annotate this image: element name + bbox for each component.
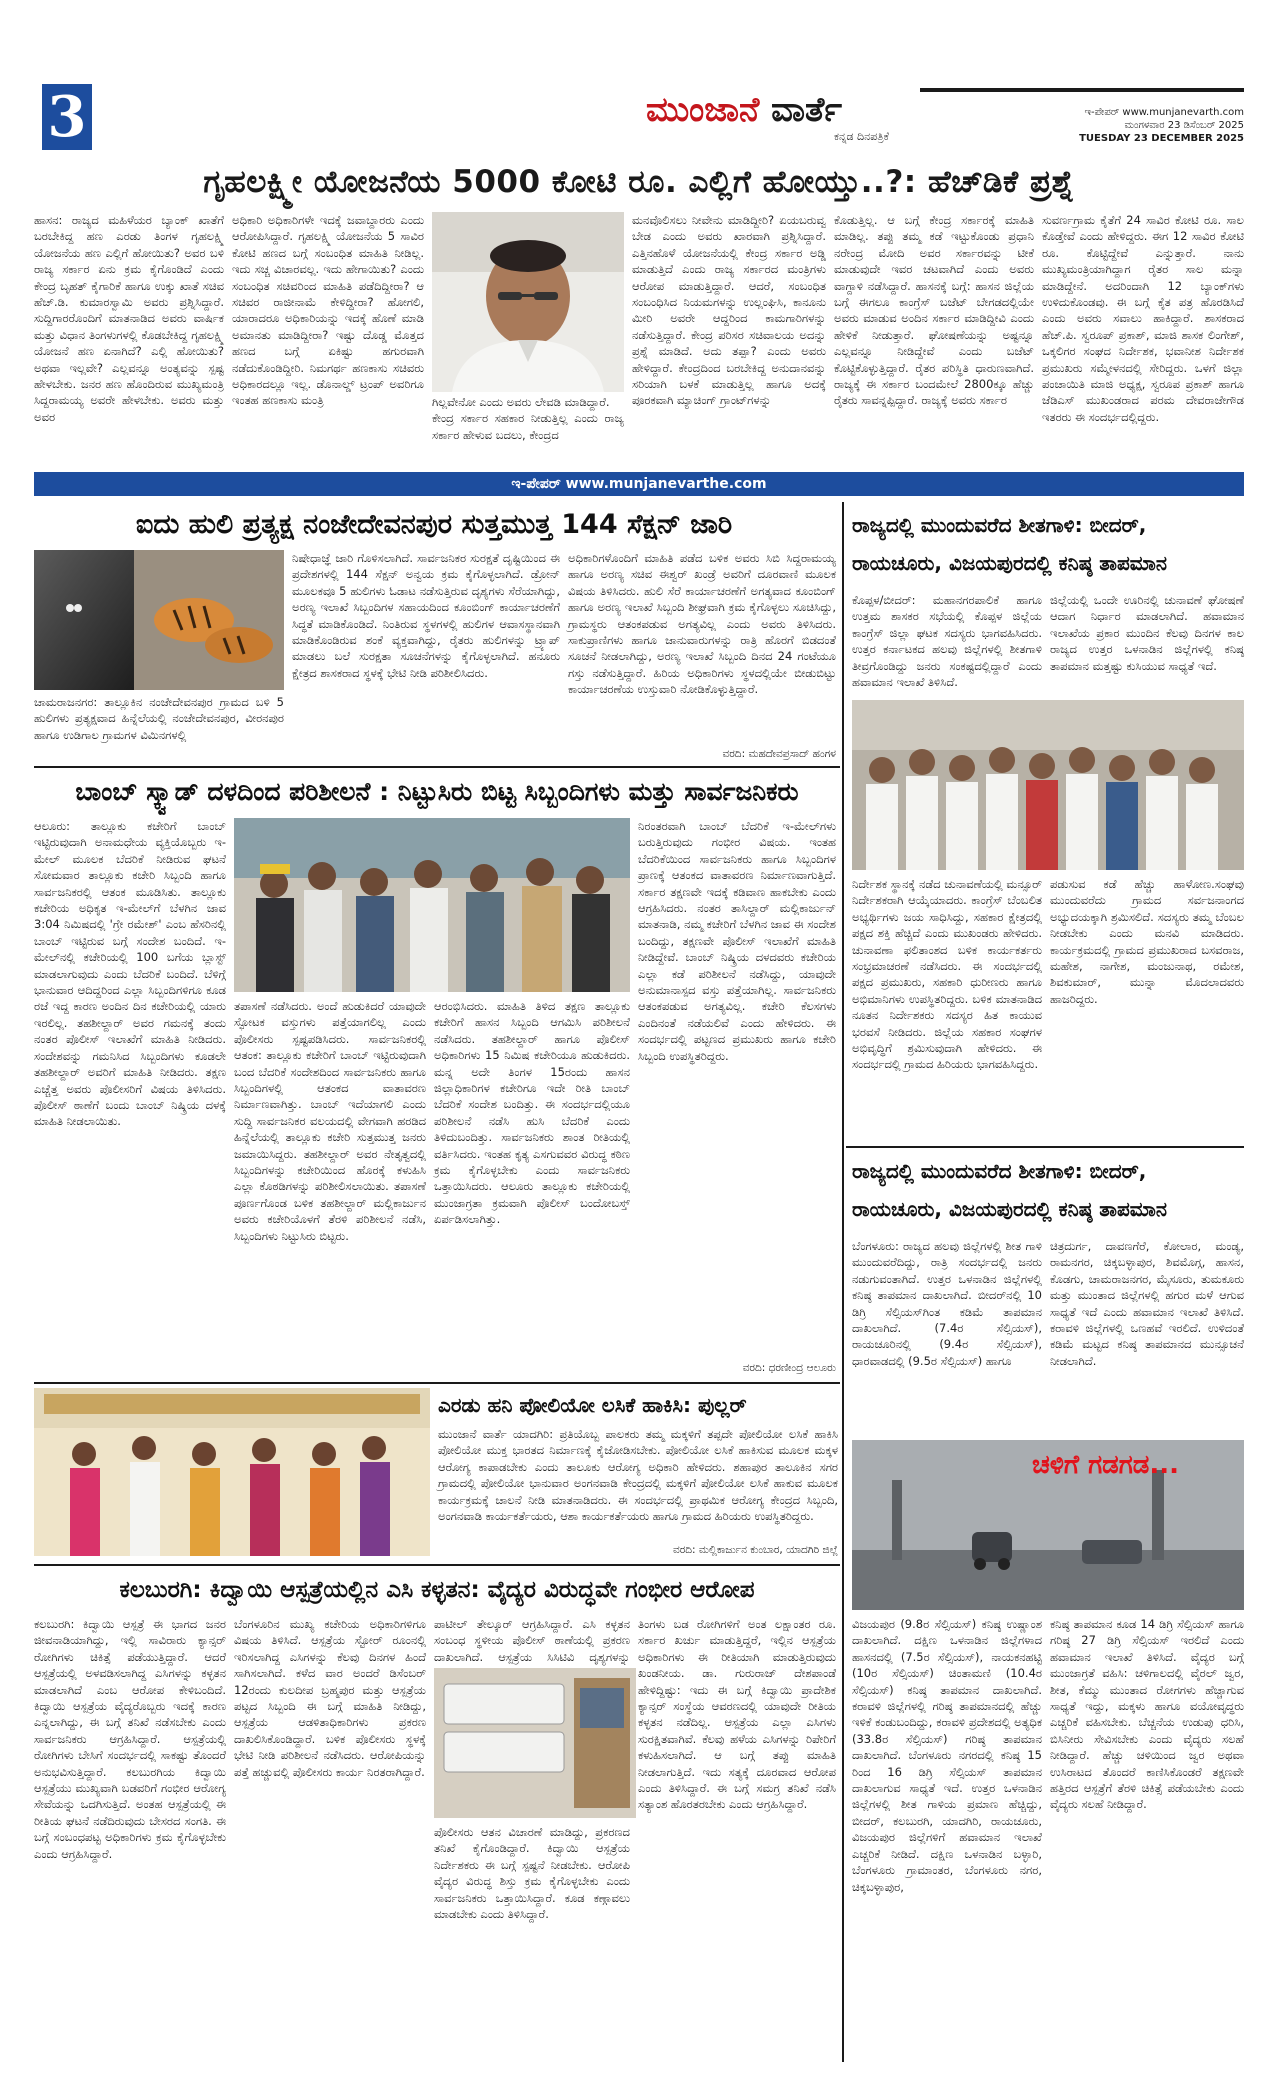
brand-name-part1: ಮುಂಜಾನೆ — [646, 90, 760, 130]
bomb-col-1: ಆಲೂರು: ತಾಲ್ಲೂಕು ಕಚೇರಿಗೆ ಬಾಂಬ್ ಇಟ್ಟಿರುವುದಾಗಿ ಅನಾಮಧೇಯ ವ್ಯಕ್ತಿಯೊಬ್ಬರು ಇ-ಮೇಲ್ ಮೂಲಕ ಬೆದರಿಕೆ ನೀಡಿರುವ ಘಟನೆ ಸೋಮವಾರ ತಾಲ್ಲೂಕು ಕಚೇರಿ ಸಿಬ್ಬಂದಿ ಹಾಗೂ ಸಾರ್ವಜನಿಕರಲ್ಲಿ ಆತಂಕ ಮೂಡಿಸಿತು. ತಾಲ್ಲೂಕು ಕಚೇರಿಯ ಅಧಿಕೃತ ಇ-ಮೇಲ್‌ಗೆ ಬೆಳಗಿನ ಜಾವ 3:04 ನಿಮಿಷದಲ್ಲಿ 'ಗ್ರೇ ರಮೇಶ್' ಎಂಬ ಹೆಸರಿನಲ್ಲಿ ಬಾಂಬ್ ಇಟ್ಟಿರುವ ಬಗ್ಗೆ ಸಂದೇಶ ಬಂದಿದೆ. ಇ-ಮೇಲ್‌ನಲ್ಲಿ ಕಚೇರಿಯಲ್ಲಿ 100 ಬಗೆಯ ಬ್ಲಾಸ್ಟ್ ಮಾಡಲಾಗುವುದು ಎಂದು ಬೆದರಿಕೆ ಬಂದಿದೆ. ಬೆಳಿಗ್ಗೆ ಭಾನುವಾರ ಆದಿದ್ದರಿಂದ ಎಲ್ಲಾ ಸಿಬ್ಬಂದಿಗಳಿಗೂ ಕೂಡ ರಜೆ ಇದ್ದ ಕಾರಣ ಅಂದಿನ ದಿನ ಕಚೇರಿಯಲ್ಲಿ ಯಾರು ಇರಲಿಲ್ಲ. ತಹಶೀಲ್ದಾರ್ ಅವರ ಗಮನಕ್ಕೆ ತಂದು ನಂತರ ಪೊಲೀಸ್ ಇಲಾಖೆಗೆ ಮಾಹಿತಿ ನೀಡಿದರು. ಸಂದೇಶವನ್ನು ಗಮನಿಸಿದ ಸಿಬ್ಬಂದಿಗಳು ಕೂಡಲೇ ತಹಶೀಲ್ದಾರ್ ಅವರಿಗೆ ಮಾಹಿತಿ ನೀಡಿದರು. ತಕ್ಷಣ ಎಚ್ಚೆತ್ತ ಅವರು ಪೊಲೀಸರಿಗೆ ವಿಷಯ ತಿಳಿಸಿದರು. ಪೊಲೀಸ್ ಠಾಣೆಗೆ ಬಂದು ಬಾಂಬ್ ನಿಷ್ಕ್ರಿಯ ದಳಕ್ಕೆ ಮಾಹಿತಿ ನೀಡಲಾಯಿತು. — [34, 819, 226, 1129]
cold2-photo — [852, 1440, 1244, 1610]
tiger-col-2: ಅಧಿಕಾರಿಗಳೊಂದಿಗೆ ಮಾಹಿತಿ ಪಡೆದ ಬಳಿಕ ಅವರು ಸಿಬಿ ಸಿದ್ದರಾಮಯ್ಯ ಹಾಗೂ ಅರಣ್ಯ ಸಚಿವ ಈಶ್ವರ್ ಖಂಡ್ರೆ ಅವರಿಗೆ ದೂರವಾಣಿ ಮೂಲಕ ವಿಷಯ ತಿಳಿಸಿದರು. ಹುಲಿ ಸೆರೆ ಕಾರ್ಯಾಚರಣೆಗೆ ಅಗತ್ಯವಾದ ಕೂಂಬಿಂಗ್ ಹಾಗೂ ಅರಣ್ಯ ಇಲಾಖೆ ಸಿಬ್ಬಂದಿ ಶೀಘ್ರವಾಗಿ ಕ್ರಮ ಕೈಗೊಳ್ಳಲು ಸೂಚಿಸಿದ್ದು, ಗ್ರಾಮಸ್ಥರು ಆತಂಕಪಡುವ ಅಗತ್ಯವಿಲ್ಲ ಎಂದು ಅವರು ತಿಳಿಸಿದರು. ಸಾಕುಪ್ರಾಣಿಗಳು ಹಾಗೂ ಜಾನುವಾರುಗಳನ್ನು ರಾತ್ರಿ ಹೊರಗೆ ಬಿಡದಂತೆ ಸೂಚನೆ ನೀಡಲಾಗಿದ್ದು, ಅರಣ್ಯ ಇಲಾಖೆ ಸಿಬ್ಬಂದಿ ದಿನದ 24 ಗಂಟೆಯೂ ಗಸ್ತು ನಡೆಸುತ್ತಿದ್ದಾರೆ. ಹಿರಿಯ ಅಧಿಕಾರಿಗಳು ಸ್ಥಳದಲ್ಲಿಯೇ ಬೀಡುಬಿಟ್ಟು ಕಾರ್ಯಾಚರಣೆಯ ಉಸ್ತುವಾರಿ ನೋಡಿಕೊಳ್ಳುತ್ತಿದ್ದಾರೆ. — [568, 551, 836, 697]
masthead-url: ಇ-ಪೇಪರ್ www.munjanevarth.com — [1084, 107, 1244, 118]
kalaburagi-col-2: ಬೆಂಗಳೂರಿನ ಮುಖ್ಯ ಕಚೇರಿಯ ಅಧಿಕಾರಿಗಳಿಗೂ ವಿಷಯ ತಿಳಿಸಿದೆ. ಆಸ್ಪತ್ರೆಯ ಸ್ಟೋರ್ ರೂಂನಲ್ಲಿ ಇರಿಸಲಾಗಿದ್ದ ಎಸಿಗಳನ್ನು ಕೆಲವು ದಿನಗಳ ಹಿಂದೆ ಸಾಗಿಸಲಾಗಿದೆ. ಕಳೆದ ವಾರ ಅಂದರೆ ಡಿಸೆಂಬರ್ 12ರಂದು ಕುಲದೀಪ ಬ್ರಹ್ಮಪುರ ಮತ್ತು ಆಸ್ಪತ್ರೆಯ ಪಟ್ಟದ ಸಿಬ್ಬಂದಿ ಈ ಬಗ್ಗೆ ಮಾಹಿತಿ ನೀಡಿದ್ದು, ಆಸ್ಪತ್ರೆಯ ಆಡಳಿತಾಧಿಕಾರಿಗಳು ಪ್ರಕರಣ ದಾಖಲಿಸಿಕೊಂಡಿದ್ದಾರೆ. ಬಳಿಕ ಪೊಲೀಸರು ಸ್ಥಳಕ್ಕೆ ಭೇಟಿ ನೀಡಿ ಪರಿಶೀಲನೆ ನಡೆಸಿದರು. ಆರೋಪಿಯನ್ನು ಪತ್ತೆ ಹಚ್ಚುವಲ್ಲಿ ಪೊಲೀಸರು ಕಾರ್ಯ ನಿರತರಾಗಿದ್ದಾರೆ. — [234, 1617, 426, 1779]
kalaburagi-col-3: ಪಾಟೀಲ್ ತೇಲ್ಕೂರ್ ಆಗ್ರಹಿಸಿದ್ದಾರೆ. ಎಸಿ ಕಳ್ಳತನ ಸಂಬಂಧ ಸ್ಥಳೀಯ ಪೊಲೀಸ್ ಠಾಣೆಯಲ್ಲಿ ಪ್ರಕರಣ ದಾಖಲಾಗಿದೆ. ಆಸ್ಪತ್ರೆಯ ಸಿಸಿಟಿವಿ ದೃಶ್ಯಗಳನ್ನು — [434, 1617, 630, 1664]
bomb-col-2: ತಪಾಸಣೆ ನಡೆಸಿದರು. ಅಂದೆ ಹುಡುಕಿದರೆ ಯಾವುದೇ ಸ್ಫೋಟಕ ವಸ್ತುಗಳು ಪತ್ತೆಯಾಗಲಿಲ್ಲ ಎಂದು ಪೊಲೀಸರು ಸ್ಪಷ್ಟಪಡಿಸಿದರು. ಸಾರ್ವಜನಿಕರಲ್ಲಿ ಆತಂಕ: ತಾಲ್ಲೂಕು ಕಚೇರಿಗೆ ಬಾಂಬ್ ಇಟ್ಟಿರುವುದಾಗಿ ಬಂದ ಬೆದರಿಕೆ ಸಂದೇಶದಿಂದ ಸಾರ್ವಜನಿಕರು ಹಾಗೂ ಸಿಬ್ಬಂದಿಗಳಲ್ಲಿ ಆತಂಕದ ವಾತಾವರಣ ನಿರ್ಮಾಣವಾಗಿತ್ತು. ಬಾಂಬ್ ಇದೆಯಾಗಲಿ ಎಂದು ಸುದ್ದಿ ಸಾರ್ವಜನಿಕರ ವಲಯದಲ್ಲಿ ವೇಗವಾಗಿ ಹರಡಿದ ಹಿನ್ನೆಲೆಯಲ್ಲಿ ತಾಲ್ಲೂಕು ಕಚೇರಿ ಸುತ್ತಮುತ್ತ ಜನರು ಜಮಾಯಿಸಿದ್ದರು. ತಹಶೀಲ್ದಾರ್ ಅವರ ನೇತೃತ್ವದಲ್ಲಿ ಸಿಬ್ಬಂದಿಗಳನ್ನು ಕಚೇರಿಯಿಂದ ಹೊರಕ್ಕೆ ಕಳುಹಿಸಿ ಎಲ್ಲಾ ಕೊಠಡಿಗಳನ್ನು ಪರಿಶೀಲಿಸಲಾಯಿತು. ತಪಾಸಣೆ ಪೂರ್ಣಗೊಂಡ ಬಳಿಕ ತಹಶೀಲ್ದಾರ್ ಮಲ್ಲಿಕಾರ್ಜುನ ಅವರು ಕಚೇರಿಯೊಳಗೆ ತೆರಳಿ ಪರಿಶೀಲನೆ ನಡೆಸಿ, ಸಿಬ್ಬಂದಿಗಳು ನಿಟ್ಟುಸಿರು ಬಿಟ್ಟರು. — [234, 999, 426, 1243]
cold1-col-2: ಜಿಲ್ಲೆಯಲ್ಲಿ ಒಂದೇ ಊರಿನಲ್ಲಿ ಚುನಾವಣೆ ಘೋಷಣೆ ಆದಾಗ ನಿರ್ಧಾರ ಮಾಡಲಾಗಿದೆ. ಹವಾಮಾನ ಇಲಾಖೆಯ ಪ್ರಕಾರ ಮುಂದಿನ ಕೆಲವು ದಿನಗಳ ಕಾಲ ರಾಜ್ಯದ ಉತ್ತರ ಒಳನಾಡಿನ ಜಿಲ್ಲೆಗಳಲ್ಲಿ ಕನಿಷ್ಠ ತಾಪಮಾನ ಮತ್ತಷ್ಟು ಕುಸಿಯುವ ಸಾಧ್ಯತೆ ಇದೆ. — [1050, 593, 1244, 673]
bomb-photo — [234, 818, 630, 992]
cold1-col-4: ಪಡುಸುವ ಕಡೆ ಹೆಚ್ಚು ಹಾಳೋಣ.ಸಂಘವು ಮುಂದುವರೆದು ಗ್ರಾಮದ ಸರ್ವಜನಾಂಗದ ಅಭ್ಯುದಯಕ್ಕಾಗಿ ಶ್ರಮಿಸಲಿದೆ. ಸದಸ್ಯರು ತಮ್ಮ ಬೆಂಬಲ ನೀಡಬೇಕು ಎಂದು ಮನವಿ ಮಾಡಿದರು. ಕಾರ್ಯಕ್ರಮದಲ್ಲಿ ಗ್ರಾಮದ ಪ್ರಮುಖರಾದ ಬಸವರಾಜ, ಮಹೇಶ, ನಾಗೇಶ, ಮಂಜುನಾಥ, ರಮೇಶ, ಶಿವಕುಮಾರ್, ಮುನ್ನಾ ಮೊದಲಾದವರು ಹಾಜರಿದ್ದರು. — [1050, 877, 1244, 1006]
tiger-headline: ಐದು ಹುಲಿ ಪ್ರತ್ಯಕ್ಷ ನಂಜೇದೇವನಪುರ ಸುತ್ತಮುತ್ತ 144 ಸೆಕ್ಷನ್ ಜಾರಿ — [135, 509, 733, 540]
cold2-col-1: ಬೆಂಗಳೂರು: ರಾಜ್ಯದ ಹಲವು ಜಿಲ್ಲೆಗಳಲ್ಲಿ ಶೀತ ಗಾಳಿ ಮುಂದುವರೆದಿದ್ದು, ರಾತ್ರಿ ಸಂದರ್ಭದಲ್ಲಿ ಜನರು ನಡುಗುವಂತಾಗಿದೆ. ಉತ್ತರ ಒಳನಾಡಿನ ಜಿಲ್ಲೆಗಳಲ್ಲಿ ಕನಿಷ್ಠ ತಾಪಮಾನ ದಾಖಲಾಗಿದೆ. ಬೀದರ್‌ನಲ್ಲಿ 10 ಡಿಗ್ರಿ ಸೆಲ್ಸಿಯಸ್‌ಗಿಂತ ಕಡಿಮೆ ತಾಪಮಾನ ದಾಖಲಾಗಿದೆ. (7.4ರ ಸೆಲ್ಸಿಯಸ್), ರಾಯಚೂರಿನಲ್ಲಿ (9.4ರ ಸೆಲ್ಸಿಯಸ್), ಧಾರವಾಡದಲ್ಲಿ (9.5ರ ಸೆಲ್ಸಿಯಸ್) ಹಾಗೂ — [852, 1239, 1042, 1368]
tiger-photo-image — [34, 550, 284, 690]
cold1-headline-line1: ರಾಜ್ಯದಲ್ಲಿ ಮುಂದುವರೆದ ಶೀತಗಾಳಿ: ಬೀದರ್, — [852, 513, 1147, 537]
polio-photo — [34, 1388, 430, 1556]
cold1-col-3: ನಿರ್ದೇಶಕ ಸ್ಥಾನಕ್ಕೆ ನಡೆದ ಚುನಾವಣೆಯಲ್ಲಿ ಮನ್ಸೂರ್ ನಿರ್ದೇಶಕರಾಗಿ ಆಯ್ಕೆಯಾದರು. ಕಾಂಗ್ರೆಸ್ ಬೆಂಬಲಿತ ಅಭ್ಯರ್ಥಿಗಳು ಜಯ ಸಾಧಿಸಿದ್ದು, ಸಹಕಾರ ಕ್ಷೇತ್ರದಲ್ಲಿ ಪಕ್ಷದ ಶಕ್ತಿ ಹೆಚ್ಚಿದೆ ಎಂದು ಮುಖಂಡರು ಹೇಳಿದರು. ಚುನಾವಣಾ ಫಲಿತಾಂಶದ ಬಳಿಕ ಕಾರ್ಯಕರ್ತರು ಸಂಭ್ರಮಾಚರಣೆ ನಡೆಸಿದರು. ಈ ಸಂದರ್ಭದಲ್ಲಿ ಪಕ್ಷದ ಪ್ರಮುಖರು, ಸಹಕಾರಿ ಧುರೀಣರು ಹಾಗೂ ಅಭಿಮಾನಿಗಳು ಉಪಸ್ಥಿತರಿದ್ದರು. ಬಳಿಕ ಮಾತನಾಡಿದ ನೂತನ ನಿರ್ದೇಶಕರು ಸದಸ್ಯರ ಹಿತ ಕಾಯುವ ಭರವಸೆ ನೀಡಿದರು. ಜಿಲ್ಲೆಯ ಸಹಕಾರ ಸಂಘಗಳ ಅಭಿವೃದ್ಧಿಗೆ ಶ್ರಮಿಸುವುದಾಗಿ ಹೇಳಿದರು. ಈ ಸಂದರ್ಭದಲ್ಲಿ ಗ್ರಾಮದ ಹಿರಿಯರು ಭಾಗವಹಿಸಿದ್ದರು. — [852, 877, 1042, 1072]
kalaburagi-headline: ಕಲಬುರಗಿ: ಕಿದ್ವಾಯಿ ಆಸ್ಪತ್ರೆಯಲ್ಲಿನ ಎಸಿ ಕಳ್ಳತನ: ವೈದ್ಯರ ವಿರುದ್ಧವೇ ಗಂಭೀರ ಆರೋಪ — [119, 1577, 755, 1603]
tiger-caption: ಚಾಮರಾಜನಗರ: ತಾಲ್ಲೂಕಿನ ನಂಜೇದೇವನಪುರ ಗ್ರಾಮದ ಬಳಿ 5 ಹುಲಿಗಳು ಪ್ರತ್ಯಕ್ಷವಾದ ಹಿನ್ನೆಲೆಯಲ್ಲಿ ನಂಜೇದೇವನಪುರ, ವೀರನಪುರ ಹಾಗೂ ಉಡಿಗಾಲ ಗ್ರಾಮಗಳ ವಿಮಿನಗಳಲ್ಲಿ — [34, 695, 284, 742]
lead-col-5: ಕೊಡುತ್ತಿಲ್ಲ. ಆ ಬಗ್ಗೆ ಕೇಂದ್ರ ಸರ್ಕಾರಕ್ಕೆ ಮಾಹಿತಿ ಮಾಡಿಲ್ಲ. ತಪ್ಪು ತಮ್ಮ ಕಡೆ ಇಟ್ಟುಕೊಂಡು ಪ್ರಧಾನಿ ನರೇಂದ್ರ ಮೋದಿ ಅವರ ಸರ್ಕಾರವನ್ನು ಟೀಕೆ ಮಾಡುವುದೇ ಇವರ ಚಟವಾಗಿದೆ ಎಂದು ಅವರು ವಾಗ್ದಾಳಿ ನಡೆಸಿದ್ದಾರೆ. ಹಾಸನಕ್ಕೆ ಬಗ್ಗೆ: ಹಾಸನ ಜಿಲ್ಲೆಯ ಬಗ್ಗೆ ಈಗಲೂ ಕಾಂಗ್ರೆಸ್ ಬಜೆಟ್ ಬೇಗಡದಲ್ಲಿಯೇ ಅವರು ಮಾಡುವ ಅಂದಿನ ಸರ್ಕಾರ ಮಾಡಿದ್ದೀವಿ ಎಂದು ಹೇಳಿಕೆ ನೀಡುತ್ತಾರೆ. ಘೋಷಣೆಯನ್ನು ಅಷ್ಟನ್ನೂ ಎಲ್ಲವನ್ನೂ ನೀಡಿದ್ದೇವೆ ಎಂದು ಬಜೆಟ್ ಕೊಟ್ಟಿಕೊಳ್ಳುತ್ತಿದ್ದಾರೆ. ರೈತರ ಪರಿಸ್ಥಿತಿ ಧಾರುಣವಾಗಿದೆ. ರಾಜ್ಯಕ್ಕೆ ಈ ಸರ್ಕಾರ ಬಂದಮೇಲೆ 2800ಕ್ಕೂ ಹೆಚ್ಚು ರೈತರು ಸಾವನ್ನಪ್ಪಿದ್ದಾರೆ. ರಾಜ್ಯಕ್ಕೆ ಅವರು ಸರ್ಕಾರ — [834, 213, 1034, 408]
divider-cold1 — [846, 1146, 1244, 1148]
masthead-rule-top — [920, 88, 1244, 92]
divider-bomb — [34, 1382, 840, 1384]
lead-col-6: ಸುವರ್ಣಗ್ರಾಮ ಕೈತೆಗೆ 24 ಸಾವಿರ ಕೋಟಿ ರೂ. ಸಾಲ ಕೊಡ್ತೇವೆ ಎಂದು ಹೇಳಿದ್ದರು. ಈಗ 12 ಸಾವಿರ ಕೋಟಿ ರೂ. ಕೊಟ್ಟಿದ್ದೇವೆ ಎನ್ನುತ್ತಾರೆ. ನಾನು ಮುಖ್ಯಮಂತ್ರಿಯಾಗಿದ್ದಾಗ ರೈತರ ಸಾಲ ಮನ್ನಾ ಮಾಡಿದ್ದೇನೆ. ಅದರಿಂದಾಗಿ 12 ಬ್ಯಾಂಕ್‌ಗಳು ಉಳಿದುಕೊಂಡವು. ಈ ಬಗ್ಗೆ ಕೈತ ಪತ್ರ ಹೊರಡಿಸಿದೆ ಎಂದು ಅವರು ಸವಾಲು ಹಾಕಿದ್ದಾರೆ. ಶಾಸಕರಾದ ಹೆಚ್.ಪಿ. ಸ್ವರೂಪ್ ಪ್ರಕಾಶ್, ಮಾಜಿ ಶಾಸಕ ಲಿಂಗೇಶ್, ಒಕ್ಕಲಿಗರ ಸಂಘದ ನಿರ್ದೇಶಕ, ಭವಾನೀಶ ನಿರ್ದೇಶಕ ಪ್ರಮುಖರು ಸಮ್ಮೇಳನದಲ್ಲಿ ಸೇರಿದ್ದರು. ಒಳಗೆ ಜಿಲ್ಲಾ ಪಂಚಾಯಿತಿ ಮಾಜಿ ಅಧ್ಯಕ್ಷ, ಸ್ವರೂಪ ಪ್ರಕಾಶ್ ಹಾಗೂ ಜೆಡಿಎಸ್ ಮುಖಂಡರಾದ ಪರಮ ದೇವರಾಜೇಗೌಡ ಇತರರು ಈ ಸಂದರ್ಭದಲ್ಲಿದ್ದರು. — [1042, 213, 1244, 424]
page-number: 3 — [42, 84, 92, 150]
bomb-byline: ವರದಿ: ಧರಣೀಂದ್ರ ಆಲೂರು — [742, 1362, 836, 1374]
masthead-info — [920, 106, 1244, 145]
column-divider — [842, 502, 844, 2062]
epaper-banner: ಇ-ಪೇಪರ್ www.munjanevarthe.com — [34, 472, 1244, 496]
lead-headline: ಗೃಹಲಕ್ಷ್ಮೀ ಯೋಜನೆಯ 5000 ಕೋಟಿ ರೂ. ಎಲ್ಲಿಗೆ ಹೋಯ್ತು..?: ಹೆಚ್‌ಡಿಕೆ ಪ್ರಶ್ನೆ — [203, 164, 1075, 200]
cold1-headline-line2: ರಾಯಚೂರು, ವಿಜಯಪುರದಲ್ಲಿ ಕನಿಷ್ಠ ತಾಪಮಾನ — [852, 551, 1167, 575]
masthead-date-en: TUESDAY 23 DECEMBER 2025 — [1079, 133, 1244, 144]
brand-tagline: ಕನ್ನಡ ದಿನಪತ್ರಿಕೆ — [833, 130, 889, 143]
divider-polio — [34, 1564, 840, 1566]
newspaper-page — [34, 84, 1244, 2044]
cold2-headline-line1: ರಾಜ್ಯದಲ್ಲಿ ಮುಂದುವರೆದ ಶೀತಗಾಳಿ: ಬೀದರ್, — [852, 1159, 1147, 1183]
polio-byline: ವರದಿ: ಮಲ್ಲಿಕಾರ್ಜುನ ಕುಂಬಾರ, ಯಾದಗಿರಿ ಜಿಲ್ಲೆ — [672, 1544, 838, 1556]
masthead-date-kn: ಮಂಗಳವಾರ 23 ಡಿಸೆಂಬರ್ 2025 — [1124, 120, 1244, 131]
cold2-photo-badge: ಚಳಿಗೆ ಗಡಗಡ... — [1032, 1450, 1179, 1480]
lead-col-1: ಹಾಸನ: ರಾಜ್ಯದ ಮಹಿಳೆಯರ ಬ್ಯಾಂಕ್ ಖಾತೆಗೆ ಬರಬೇಕಿದ್ದ ಹಣ ಎರಡು ತಿಂಗಳ ಗೃಹಲಕ್ಷ್ಮಿ ಯೋಜನೆಯ ಹಣ ಎಲ್ಲಿಗೆ ಹೋಯಿತು? ಅವರ ಬಳಿ ರಾಜ್ಯ ಸರ್ಕಾರ ಏನು ಕ್ರಮ ಕೈಗೊಂಡಿದೆ ಎಂದು ಕೇಂದ್ರ ಬೃಹತ್ ಕೈಗಾರಿಕೆ ಹಾಗೂ ಉಕ್ಕು ಖಾತೆ ಸಚಿವ ಹೆಚ್.ಡಿ. ಕುಮಾರಸ್ವಾಮಿ ಅವರು ಪ್ರಶ್ನಿಸಿದ್ದಾರೆ. ಸುದ್ದಿಗಾರರೊಂದಿಗೆ ಮಾತನಾಡಿದ ಅವರು ವಾರ್ಷಿಕ ಮತ್ತು ವಿಧಾನ ತಿಂಗಳುಗಳಲ್ಲಿ ಕೊಡಬೇಕಿದ್ದ ಗೃಹಲಕ್ಷ್ಮಿ ಯೋಜನೆ ಹಣ ಏನಾಗಿದೆ? ಎಲ್ಲಿ ಹೋಯಿತು? ಅಥವಾ ಇಲ್ಲವೇ? ಎಲ್ಲವನ್ನೂ ಅಂತ್ಯವನ್ನು ಸ್ಪಷ್ಟ ಹೇಳಬೇಕು. ಜನರ ಹಣ ಹೊಂದಿರುವ ಮುಖ್ಯಮಂತ್ರಿ ಸಿದ್ದರಾಮಯ್ಯ ಅವರೇ ಹೇಳಬೇಕು. ಅವರು ಮತ್ತು ಅವರ — [34, 213, 224, 424]
cold2-headline — [852, 1152, 1244, 1230]
bomb-col-4: ನಿರಂತರವಾಗಿ ಬಾಂಬ್ ಬೆದರಿಕೆ ಇ-ಮೇಲ್‌ಗಳು ಬರುತ್ತಿರುವುದು ಗಂಭೀರ ವಿಷಯ. ಇಂತಹ ಬೆದರಿಕೆಯಿಂದ ಸಾರ್ವಜನಿಕರು ಹಾಗೂ ಸಿಬ್ಬಂದಿಗಳ ಪ್ರಾಣಕ್ಕೆ ಆತಂಕದ ವಾತಾವರಣ ನಿರ್ಮಾಣವಾಗುತ್ತಿದೆ. ಸರ್ಕಾರ ತಕ್ಷಣವೇ ಇದಕ್ಕೆ ಕಡಿವಾಣ ಹಾಕಬೇಕು ಎಂದು ಆಗ್ರಹಿಸಿದರು. ನಂತರ ತಾಸಿಲ್ದಾರ್ ಮಲ್ಲಿಕಾರ್ಜುನ್ ಮಾತನಾಡಿ, ನಮ್ಮ ಕಚೇರಿಗೆ ಬೆಳಗಿನ ಜಾವ ಈ ಸಂದೇಶ ಬಂದಿದ್ದು, ತಕ್ಷಣವೇ ಪೊಲೀಸ್ ಇಲಾಖೆಗೆ ಮಾಹಿತಿ ನೀಡಿದ್ದೇವೆ. ಬಾಂಬ್ ನಿಷ್ಕ್ರಿಯ ದಳದವರು ಕಚೇರಿಯ ಎಲ್ಲಾ ಕಡೆ ಪರಿಶೀಲನೆ ನಡೆಸಿದ್ದು, ಯಾವುದೇ ಅನುಮಾನಾಸ್ಪದ ವಸ್ತು ಪತ್ತೆಯಾಗಿಲ್ಲ. ಸಾರ್ವಜನಿಕರು ಆತಂಕಪಡುವ ಅಗತ್ಯವಿಲ್ಲ. ಕಚೇರಿ ಕೆಲಸಗಳು ಎಂದಿನಂತೆ ನಡೆಯಲಿವೆ ಎಂದು ಹೇಳಿದರು. ಈ ಸಂದರ್ಭದಲ್ಲಿ ಪಟ್ಟಣದ ಪ್ರಮುಖರು ಹಾಗೂ ಕಚೇರಿ ಸಿಬ್ಬಂದಿ ಉಪಸ್ಥಿತರಿದ್ದರು. — [638, 819, 836, 1063]
polio-col-1: ಮುಂಜಾನೆ ವಾರ್ತೆ ಯಾದಗಿರಿ: ಪ್ರತಿಯೊಬ್ಬ ಪಾಲಕರು ತಮ್ಮ ಮಕ್ಕಳಿಗೆ ತಪ್ಪದೇ ಪೋಲಿಯೋ ಲಸಿಕೆ ಹಾಕಿಸಿ ಪೋಲಿಯೋ ಮುಕ್ತ ಭಾರತದ ನಿರ್ಮಾಣಕ್ಕೆ ಕೈಜೋಡಿಸಬೇಕು. ಪೋಲಿಯೋ ಲಸಿಕೆ ಹಾಕಿಸುವ ಮೂಲಕ ಮಕ್ಕಳ ಆರೋಗ್ಯ ಕಾಪಾಡಬೇಕು ಎಂದು ತಾಲೂಕು ಆರೋಗ್ಯ ಅಧಿಕಾರಿ ಹೇಳಿದರು. ಶಹಾಪುರ ತಾಲೂಕಿನ ಸಗರ ಗ್ರಾಮದಲ್ಲಿ ಪೋಲಿಯೋ ಭಾನುವಾರ ಅಂಗನವಾಡಿ ಕೇಂದ್ರದಲ್ಲಿ ಮಕ್ಕಳಿಗೆ ಪೋಲಿಯೋ ಲಸಿಕೆ ಹಾಕುವ ಮೂಲಕ ಕಾರ್ಯಕ್ರಮಕ್ಕೆ ಚಾಲನೆ ನೀಡಿ ಮಾತನಾಡಿದರು. ಈ ಸಂದರ್ಭದಲ್ಲಿ ಪ್ರಾಥಮಿಕ ಆರೋಗ್ಯ ಕೇಂದ್ರದ ಸಿಬ್ಬಂದಿ, ಅಂಗನವಾಡಿ ಕಾರ್ಯಕರ್ತೆಯರು, ಆಶಾ ಕಾರ್ಯಕರ್ತೆಯರು ಹಾಗೂ ಗ್ರಾಮದ ಹಿರಿಯರು ಉಪಸ್ಥಿತರಿದ್ದರು. — [438, 1427, 838, 1524]
tiger-byline: ವರದಿ: ಮಹದೇವಪ್ರಸಾದ್ ಹಂಗಳ — [722, 748, 836, 760]
cold1-col-1: ಕೊಪ್ಪಳ/ಬೀದರ್: ಮಹಾನಗರಪಾಲಿಕೆ ಹಾಗೂ ಉತ್ತಮ ಶಾಸಕರ ಸಭೆಯಲ್ಲಿ ಕೊಪ್ಪಳ ಜಿಲ್ಲೆಯ ಕಾಂಗ್ರೆಸ್ ಜಿಲ್ಲಾ ಘಟಕ ಸದಸ್ಯರು ಭಾಗವಹಿಸಿದರು. ಉತ್ತರ ಕರ್ನಾಟಕದ ಹಲವು ಜಿಲ್ಲೆಗಳಲ್ಲಿ ಶೀತಗಾಳಿ ತೀವ್ರಗೊಂಡಿದ್ದು ಜನರು ಸಂಕಷ್ಟದಲ್ಲಿದ್ದಾರೆ ಎಂದು ಹವಾಮಾನ ಇಲಾಖೆ ತಿಳಿಸಿದೆ. — [852, 593, 1042, 690]
cold1-photo-group — [852, 700, 1244, 870]
lead-col-3-text: ಕೇಂದ್ರ ಸರ್ಕಾರ ಸಹಕಾರ ನೀಡುತ್ತಿಲ್ಲ ಎಂದು ರಾಜ್ಯ ಸರ್ಕಾರ ಹೇಳುವ ಬದಲು, ಕೇಂದ್ರದ — [432, 411, 624, 442]
kalaburagi-col-3b: ಪೊಲೀಸರು ಆತನ ವಿಚಾರಣೆ ಮಾಡಿದ್ದು, ಪ್ರಕರಣದ ತನಿಖೆ ಕೈಗೊಂಡಿದ್ದಾರೆ. ಕಿದ್ವಾಯಿ ಆಸ್ಪತ್ರೆಯ ನಿರ್ದೇಶಕರು ಈ ಬಗ್ಗೆ ಸ್ಪಷ್ಟನೆ ನೀಡಬೇಕು. ಆರೋಪಿ ವೈದ್ಯರ ವಿರುದ್ಧ ಶಿಸ್ತು ಕ್ರಮ ಕೈಗೊಳ್ಳಬೇಕು ಎಂದು ಸಾರ್ವಜನಿಕರು ಒತ್ತಾಯಿಸಿದ್ದಾರೆ. ಕೂಡ ಕಣ್ಗಾವಲು ಮಾಡಬೇಕು ಎಂದು ತಿಳಿಸಿದ್ದಾರೆ. — [434, 1825, 630, 1922]
cold2-col-2: ಚಿತ್ರದುರ್ಗ, ದಾವಣಗೆರೆ, ಕೋಲಾರ, ಮಂಡ್ಯ, ರಾಮನಗರ, ಚಿಕ್ಕಬಳ್ಳಾಪುರ, ಶಿವಮೊಗ್ಗ, ಹಾಸನ, ಕೊಡಗು, ಚಾಮರಾಜನಗರ, ಮೈಸೂರು, ತುಮಕೂರು ಮತ್ತು ಮುಂತಾದ ಜಿಲ್ಲೆಗಳಲ್ಲಿ ಹಗುರ ಮಳೆ ಆಗುವ ಸಾಧ್ಯತೆ ಇದೆ ಎಂದು ಹವಾಮಾನ ಇಲಾಖೆ ತಿಳಿಸಿದೆ. ಕರಾವಳಿ ಜಿಲ್ಲೆಗಳಲ್ಲಿ ಒಣಹವೆ ಇರಲಿದೆ. ಉಳಿದಂತೆ ಕಡಿಮೆ ಮಟ್ಟದ ಕನಿಷ್ಠ ತಾಪಮಾನದ ಮುನ್ಸೂಚನೆ ನೀಡಲಾಗಿದೆ. — [1050, 1239, 1244, 1368]
brand-name — [579, 90, 909, 130]
lead-photo-portrait — [432, 212, 624, 392]
cold2-col-4: ಕನಿಷ್ಠ ತಾಪಮಾನ ಕೂಡ 14 ಡಿಗ್ರಿ ಸೆಲ್ಸಿಯಸ್ ಹಾಗೂ ಗರಿಷ್ಠ 27 ಡಿಗ್ರಿ ಸೆಲ್ಸಿಯಸ್ ಇರಲಿದೆ ಎಂದು ಹವಾಮಾನ ಇಲಾಖೆ ತಿಳಿಸಿದೆ. ವೈದ್ಯರ ಬಗ್ಗೆ ಮುಂಜಾಗ್ರತೆ ವಹಿಸಿ: ಚಳಿಗಾಲದಲ್ಲಿ ವೈರಲ್ ಜ್ವರ, ಶೀತ, ಕೆಮ್ಮು ಮುಂತಾದ ರೋಗಗಳು ಹೆಚ್ಚಾಗುವ ಸಾಧ್ಯತೆ ಇದ್ದು, ಮಕ್ಕಳು ಹಾಗೂ ವಯೋವೃದ್ಧರು ಎಚ್ಚರಿಕೆ ವಹಿಸಬೇಕು. ಬೆಚ್ಚನೆಯ ಉಡುಪು ಧರಿಸಿ, ಬಿಸಿನೀರು ಸೇವಿಸಬೇಕು ಎಂದು ವೈದ್ಯರು ಸಲಹೆ ನೀಡಿದ್ದಾರೆ. ಹೆಚ್ಚು ಚಳಿಯಿಂದ ಜ್ವರ ಅಥವಾ ಉಸಿರಾಟದ ತೊಂದರೆ ಕಾಣಿಸಿಕೊಂಡರೆ ತಕ್ಷಣವೇ ಹತ್ತಿರದ ಆಸ್ಪತ್ರೆಗೆ ತೆರಳಿ ಚಿಕಿತ್ಸೆ ಪಡೆಯಬೇಕು ಎಂದು ವೈದ್ಯರು ಸಲಹೆ ನೀಡಿದ್ದಾರೆ. — [1050, 1617, 1244, 1812]
bomb-photo-scene — [234, 818, 630, 992]
divider-tiger — [34, 766, 840, 768]
tiger-photo — [34, 550, 284, 690]
brand-logo — [579, 90, 909, 150]
bomb-col-3: ಆರಂಭಿಸಿದರು. ಮಾಹಿತಿ ತಿಳಿದ ತಕ್ಷಣ ತಾಲ್ಲೂಕು ಕಚೇರಿಗೆ ಹಾಸನ ಸಿಬ್ಬಂದಿ ಆಗಮಿಸಿ ಪರಿಶೀಲನೆ ನಡೆಸಿದರು. ತಹಶೀಲ್ದಾರ್ ಹಾಗೂ ಪೊಲೀಸ್ ಅಧಿಕಾರಿಗಳು 15 ನಿಮಿಷ ಕಚೇರಿಯೂ ಹುಡುಕಿದರು. ಮನ್ನ ಅದೇ ತಿಂಗಳ 15ರಂದು ಹಾಸನ ಜಿಲ್ಲಾಧಿಕಾರಿಗಳ ಕಚೇರಿಗೂ ಇದೇ ರೀತಿ ಬಾಂಬ್ ಬೆದರಿಕೆ ಸಂದೇಶ ಬಂದಿತ್ತು. ಈ ಸಂದರ್ಭದಲ್ಲಿಯೂ ಪರಿಶೀಲನೆ ನಡೆಸಿ ಹುಸಿ ಬೆದರಿಕೆ ಎಂದು ತಿಳಿದುಬಂದಿತ್ತು. ಸಾರ್ವಜನಿಕರು ಶಾಂತ ರೀತಿಯಲ್ಲಿ ವರ್ತಿಸಿದರು. ಇಂತಹ ಕೃತ್ಯ ಎಸಗುವವರ ವಿರುದ್ಧ ಕಠಿಣ ಕ್ರಮ ಕೈಗೊಳ್ಳಬೇಕು ಎಂದು ಸಾರ್ವಜನಿಕರು ಒತ್ತಾಯಿಸಿದರು. ಆಲೂರು ತಾಲ್ಲೂಕು ಕಚೇರಿಯಲ್ಲಿ ಮುಂಜಾಗ್ರತಾ ಕ್ರಮವಾಗಿ ಪೊಲೀಸ್ ಬಂದೋಬಸ್ತ್ ಏರ್ಪಡಿಸಲಾಗಿತ್ತು. — [434, 999, 630, 1227]
kalaburagi-photo — [434, 1668, 636, 1818]
lead-col-4: ಮನವೊಲಿಸಲು ನೀವೇನು ಮಾಡಿದ್ದೀರಿ? ಏಯಬರುವ್ವ ಬೇಡ ಎಂದು ಅವರು ಖಾರವಾಗಿ ಪ್ರಶ್ನಿಸಿದ್ದಾರೆ. ಎತ್ತಿನಹೊಳೆ ಯೋಜನೆಯಲ್ಲಿ ಕೇಂದ್ರ ಸರ್ಕಾರ ಅಡ್ಡಿ ಮಾಡುತ್ತಿದೆ ಎಂದು ರಾಜ್ಯ ಸರ್ಕಾರದ ಮಂತ್ರಿಗಳು ಆರೋಪ ಮಾಡುತ್ತಿದ್ದಾರೆ. ಆದರೆ, ಸಂಬಂಧಿತ ಸಂಬಂಧಿಸಿದ ನಿಯಮಗಳನ್ನು ಉಲ್ಲಂಘಿಸಿ, ಕಾನೂನು ಮೀರಿ ಅವರೇ ಆದ್ದರಿಂದ ಕಾಮಗಾರಿಗಳನ್ನು ನಡೆಸುತ್ತಿದ್ದಾರೆ. ಕೇಂದ್ರ ಪರಿಸರ ಸಚಿವಾಲಯ ಅದನ್ನು ಪ್ರಶ್ನೆ ಮಾಡಿದೆ. ಅದು ತಪ್ಪಾ? ಎಂದು ಅವರು ಹೇಳಿದ್ದಾರೆ. ಕೇಂದ್ರದಿಂದ ಬರಬೇಕಿದ್ದ ಅನುದಾನವನ್ನು ಸರಿಯಾಗಿ ಬಳಕೆ ಮಾಡುತ್ತಿಲ್ಲ ಹಾಗೂ ಅದಕ್ಕೆ ಪೂರಕವಾಗಿ ಮ್ಯಾಚಿಂಗ್ ಗ್ರಾಂಟ್‌ಗಳನ್ನು — [632, 213, 826, 408]
cold1-photo — [852, 700, 1244, 870]
kalaburagi-col-4: ತಿಂಗಳು ಬಡ ರೋಗಿಗಳಿಗೆ ಅಂತ ಲಕ್ಷಾಂತರ ರೂ. ಸರ್ಕಾರ ಖರ್ಚು ಮಾಡುತ್ತಿದ್ದರೆ, ಇಲ್ಲಿನ ಆಸ್ಪತ್ರೆಯ ಅಧಿಕಾರಿಗಳು ಈ ರೀತಿಯಾಗಿ ಮಾಡುತ್ತಿರುವುದು ಖಂಡನೀಯ. ಡಾ. ಗುರುರಾಜ್ ದೇಶಪಾಂಡೆ ಹೇಳಿದ್ದಿಷ್ಟು: ಇದು ಈ ಬಗ್ಗೆ ಕಿದ್ವಾಯಿ ಪ್ರಾದೇಶಿಕ ಕ್ಯಾನ್ಸರ್ ಸಂಸ್ಥೆಯ ಆವರಣದಲ್ಲಿ ಯಾವುದೇ ರೀತಿಯ ಕಳ್ಳತನ ನಡೆದಿಲ್ಲ. ಆಸ್ಪತ್ರೆಯ ಎಲ್ಲಾ ಎಸಿಗಳು ಸುರಕ್ಷಿತವಾಗಿವೆ. ಕೆಲವು ಹಳೆಯ ಎಸಿಗಳನ್ನು ರಿಪೇರಿಗೆ ಕಳುಹಿಸಲಾಗಿದೆ. ಆ ಬಗ್ಗೆ ತಪ್ಪು ಮಾಹಿತಿ ನೀಡಲಾಗುತ್ತಿದೆ. ಇದು ಸತ್ಯಕ್ಕೆ ದೂರವಾದ ಆರೋಪ ಎಂದು ತಿಳಿಸಿದ್ದಾರೆ. ಈ ಬಗ್ಗೆ ಸಮಗ್ರ ತನಿಖೆ ನಡೆಸಿ ಸತ್ಯಾಂಶ ಹೊರತರಬೇಕು ಎಂದು ಆಗ್ರಹಿಸಿದ್ದಾರೆ. — [638, 1617, 836, 1812]
masthead — [34, 84, 1244, 156]
tiger-col-1: ನಿಷೇಧಾಜ್ಞೆ ಜಾರಿ ಗೊಳಿಸಲಾಗಿದೆ. ಸಾರ್ವಜನಿಕರ ಸುರಕ್ಷತೆ ದೃಷ್ಟಿಯಿಂದ ಈ ಪ್ರದೇಶಗಳಲ್ಲಿ 144 ಸೆಕ್ಷನ್ ಅನ್ವಯ ಕ್ರಮ ಕೈಗೊಳ್ಳಲಾಗಿದೆ. ಡ್ರೋನ್ ಮೂಲಕವೂ 5 ಹುಲಿಗಳು ಓಡಾಟ ನಡೆಸುತ್ತಿರುವ ದೃಶ್ಯಗಳು ಸೆರೆಯಾಗಿದ್ದು, ಅರಣ್ಯ ಇಲಾಖೆ ಸಿಬ್ಬಂದಿಗಳ ಸಹಾಯದಿಂದ ಕೂಂಬಿಂಗ್ ಕಾರ್ಯಾಚರಣೆಗೆ ಸಿದ್ಧತೆ ಮಾಡಿಕೊಂಡಿದೆ. ನಿಂತಿರುವ ಸ್ಥಳಗಳಲ್ಲಿ ಹುಲಿಗಳ ಆವಾಸಸ್ಥಾನವಾಗಿ ಮಾಡಿಕೊಂಡಿರುವ ಶಂಕೆ ವ್ಯಕ್ತವಾಗಿದ್ದು, ರೈತರು ಹುಲಿಗಳನ್ನು ಟ್ರ್ಯಾಪ್ ಮಾಡಲು ಬಲೆ ಸುರಕ್ಷತಾ ಸೂಚನೆಗಳನ್ನು ಕೈಗೊಳ್ಳಲಾಗಿದೆ. ಹನೂರು ಕ್ಷೇತ್ರದ ಶಾಸಕರಾದ ಸ್ಥಳಕ್ಕೆ ಭೇಟಿ ನೀಡಿ ಪರಿಶೀಲಿಸಿದರು. — [292, 551, 560, 680]
lead-col-3 — [432, 394, 624, 466]
polio-headline: ಎರಡು ಹನಿ ಪೋಲಿಯೋ ಲಸಿಕೆ ಹಾಕಿಸಿ: ಪುಲ್ಲರ್ — [438, 1393, 747, 1417]
cold2-col-3: ವಿಜಯಪುರ (9.8ರ ಸೆಲ್ಸಿಯಸ್) ಕನಿಷ್ಠ ಉಷ್ಣಾಂಶ ದಾಖಲಾಗಿದೆ. ದಕ್ಷಿಣ ಒಳನಾಡಿನ ಜಿಲ್ಲೆಗಳಾದ ಹಾಸನದಲ್ಲಿ (7.5ರ ಸೆಲ್ಸಿಯಸ್), ನಾಯಕನಹಟ್ಟಿ (10ರ ಸೆಲ್ಸಿಯಸ್) ಚಿಂತಾಮಣಿ (10.4ರ ಸೆಲ್ಸಿಯಸ್) ಕನಿಷ್ಠ ತಾಪಮಾನ ದಾಖಲಾಗಿದೆ. ಕರಾವಳಿ ಜಿಲ್ಲೆಗಳಲ್ಲಿ ಗರಿಷ್ಠ ತಾಪಮಾನದಲ್ಲಿ ಹೆಚ್ಚು ಇಳಿಕೆ ಕಂಡುಬಂದಿದ್ದು, ಕರಾವಳಿ ಪ್ರದೇಶದಲ್ಲಿ ಅತ್ಯಧಿಕ (33.8ರ ಸೆಲ್ಸಿಯಸ್) ಗರಿಷ್ಠ ತಾಪಮಾನ ದಾಖಲಾಗಿದೆ. ಬೆಂಗಳೂರು ನಗರದಲ್ಲಿ ಕನಿಷ್ಠ 15 ರಿಂದ 16 ಡಿಗ್ರಿ ಸೆಲ್ಸಿಯಸ್ ತಾಪಮಾನ ದಾಖಲಾಗುವ ಸಾಧ್ಯತೆ ಇದೆ. ಉತ್ತರ ಒಳನಾಡಿನ ಜಿಲ್ಲೆಗಳಲ್ಲಿ ಶೀತ ಗಾಳಿಯ ಪ್ರಮಾಣ ಹೆಚ್ಚಿದ್ದು, ಬೀದರ್, ಕಲಬುರಗಿ, ಯಾದಗಿರಿ, ರಾಯಚೂರು, ವಿಜಯಪುರ ಜಿಲ್ಲೆಗಳಿಗೆ ಹವಾಮಾನ ಇಲಾಖೆ ಎಚ್ಚರಿಕೆ ನೀಡಿದೆ. ದಕ್ಷಿಣ ಒಳನಾಡಿನ ಬಳ್ಳಾರಿ, ಬೆಂಗಳೂರು ಗ್ರಾಮಾಂತರ, ಬೆಂಗಳೂರು ನಗರ, ಚಿಕ್ಕಬಳ್ಳಾಪುರ, — [852, 1617, 1042, 1894]
lead-photo-caption: ಗಿಲ್ಲವೇನೋ ಎಂದು ಅವರು ಲೇವಡಿ ಮಾಡಿದ್ದಾರೆ. — [432, 395, 610, 409]
lead-col-2: ಅಧಿಕಾರಿ ಅಧಿಕಾರಿಗಳೇ ಇದಕ್ಕೆ ಜವಾಬ್ದಾರರು ಎಂದು ಆರೋಪಿಸಿದ್ದಾರೆ. ಗೃಹಲಕ್ಷ್ಮಿ ಯೋಜನೆಯ 5 ಸಾವಿರ ಕೋಟಿ ಹಣದ ಬಗ್ಗೆ ಸಂಬಂಧಿತ ಮಾಹಿತಿ ನೀಡಿಲ್ಲ. ಇದು ಸಚ್ಚ ವಿಚಾರವಲ್ಲ. ಇದು ಹೇಗಾಯಿತು? ಎಂದು ಸಂಬಂಧಿತ ಸಚಿವರಿಂದ ಮಾಹಿತಿ ಪಡೆದಿದ್ದೀರಾ? ಆ ಸಚಿವರ ರಾಜೀನಾಮೆ ಕೇಳಿದ್ದೀರಾ? ಹೋಗಲಿ, ಯಾರಾದರೂ ಅಧಿಕಾರಿಯನ್ನು ಇದಕ್ಕೆ ಹೊಣೆ ಮಾಡಿ ಅಮಾನತು ಮಾಡಿದ್ದೀರಾ? ಇಷ್ಟು ದೊಡ್ಡ ಮೊತ್ತದ ಹಣದ ಬಗ್ಗೆ ಏಕಿಷ್ಟು ಹಗುರವಾಗಿ ನಡೆದುಕೊಂಡಿದ್ದೀರಿ. ನಿಮಗರ್ಥ ಹಣಕಾಸು ಸಚಿವರು ಅಧಿಕಾರದಲ್ಲೂ ಇಲ್ಲ. ಡೊನಾಲ್ಡ್ ಟ್ರಂಪ್ ಅವರಿಗೂ ಇಂತಹ ಹಣಕಾಸು ಮಂತ್ರಿ — [232, 213, 424, 408]
kalaburagi-photo-ac — [434, 1668, 636, 1818]
cold1-headline — [852, 506, 1244, 584]
kalaburagi-col-1: ಕಲಬುರಗಿ: ಕಿದ್ವಾಯಿ ಆಸ್ಪತ್ರೆ ಈ ಭಾಗದ ಜನರ ಜೀವನಾಡಿಯಾಗಿದ್ದು, ಇಲ್ಲಿ ಸಾವಿರಾರು ಕ್ಯಾನ್ಸರ್ ರೋಗಿಗಳು ಚಿಕಿತ್ಸೆ ಪಡೆಯುತ್ತಿದ್ದಾರೆ. ಆದರೆ ಆಸ್ಪತ್ರೆಯಲ್ಲಿ ಅಳವಡಿಸಲಾಗಿದ್ದ ಎಸಿಗಳನ್ನು ಕಳ್ಳತನ ಮಾಡಲಾಗಿದೆ ಎಂಬ ಆರೋಪ ಕೇಳಿಬಂದಿದೆ. ಕಿದ್ವಾಯಿ ಆಸ್ಪತ್ರೆಯ ವೈದ್ಯರೊಬ್ಬರು ಇದಕ್ಕೆ ಕಾರಣ ಎನ್ನಲಾಗಿದ್ದು, ಈ ಬಗ್ಗೆ ತನಿಖೆ ನಡೆಸಬೇಕು ಎಂದು ಸಾರ್ವಜನಿಕರು ಆಗ್ರಹಿಸಿದ್ದಾರೆ. ಆಸ್ಪತ್ರೆಯಲ್ಲಿ ರೋಗಿಗಳು ಬೇಸಿಗೆ ಸಂದರ್ಭದಲ್ಲಿ ಸಾಕಷ್ಟು ತೊಂದರೆ ಅನುಭವಿಸುತ್ತಿದ್ದಾರೆ. ಕಲಬುರಗಿಯ ಕಿದ್ವಾಯಿ ಆಸ್ಪತ್ರೆಯು ಮುಖ್ಯವಾಗಿ ಬಡವರಿಗೆ ಗಂಭೀರ ಆರೋಗ್ಯ ಸೇವೆಯನ್ನು ಒದಗಿಸುತ್ತಿದೆ. ಅಂತಹ ಆಸ್ಪತ್ರೆಯಲ್ಲಿ ಈ ರೀತಿಯ ಘಟನೆ ನಡೆದಿರುವುದು ಬೇಸರದ ಸಂಗತಿ. ಈ ಬಗ್ಗೆ ಸಂಬಂಧಪಟ್ಟ ಅಧಿಕಾರಿಗಳು ಕ್ರಮ ಕೈಗೊಳ್ಳಬೇಕು ಎಂದು ಆಗ್ರಹಿಸಿದ್ದಾರೆ. — [34, 1617, 226, 1861]
cold2-headline-line2: ರಾಯಚೂರು, ವಿಜಯಪುರದಲ್ಲಿ ಕನಿಷ್ಠ ತಾಪಮಾನ — [852, 1197, 1167, 1221]
brand-name-part2: ವಾರ್ತೆ — [771, 90, 842, 130]
polio-photo-scene — [34, 1388, 430, 1556]
bomb-headline: ಬಾಂಬ್ ಸ್ಕ್ವಾಡ್ ದಳದಿಂದ ಪರಿಶೀಲನೆ : ನಿಟ್ಟುಸಿರು ಬಿಟ್ಟ ಸಿಬ್ಬಂದಿಗಳು ಮತ್ತು ಸಾರ್ವಜನಿಕರು — [75, 777, 799, 806]
lead-photo — [432, 212, 624, 392]
